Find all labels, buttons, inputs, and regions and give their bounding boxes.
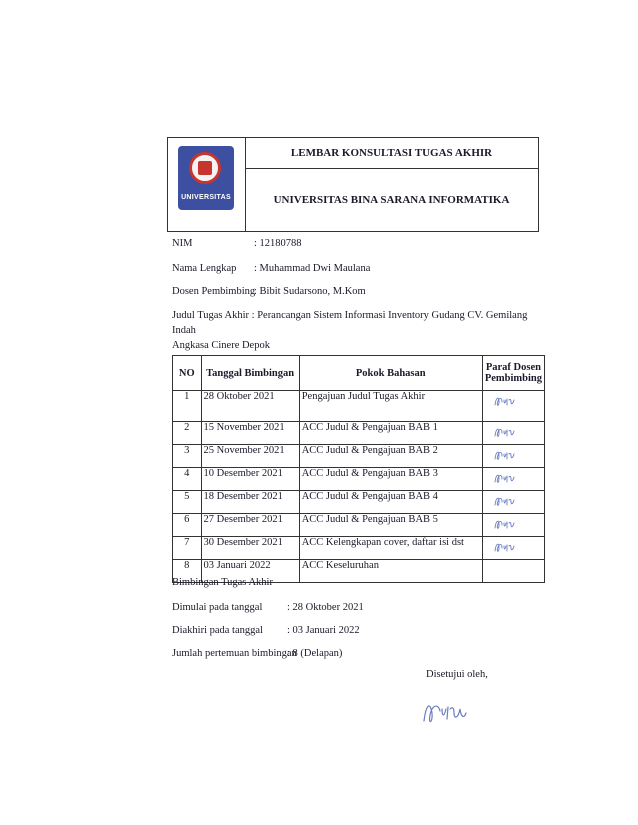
- end-line: [172, 625, 360, 636]
- nim-line: [172, 238, 302, 249]
- row-no: 7: [173, 537, 202, 560]
- header-box: [167, 137, 539, 232]
- nim-label: NIM: [172, 238, 193, 249]
- row-signature: [482, 391, 544, 422]
- row-no: 5: [173, 491, 202, 514]
- end-label: Diakhiri pada tanggal: [172, 625, 263, 636]
- row-date: 03 Januari 2022: [201, 560, 299, 583]
- col-date: Tanggal Bimbingan: [201, 356, 299, 391]
- col-topic: Pokok Bahasan: [299, 356, 482, 391]
- row-topic: ACC Keseluruhan: [299, 560, 482, 583]
- university-name: UNIVERSITAS BINA SARANA INFORMATIKA: [273, 193, 510, 206]
- row-signature: [482, 560, 544, 583]
- row-signature: [482, 514, 544, 537]
- row-signature: [482, 537, 544, 560]
- row-date: 30 Desember 2021: [201, 537, 299, 560]
- logo-cell: [168, 138, 246, 231]
- row-topic: ACC Judul & Pengajuan BAB 2: [299, 445, 482, 468]
- row-date: 10 Desember 2021: [201, 468, 299, 491]
- row-date: 18 Desember 2021: [201, 491, 299, 514]
- advisor-value: : Bibit Sudarsono, M.Kom: [254, 286, 366, 297]
- row-no: 1: [173, 391, 202, 422]
- logo-emblem-icon: [189, 152, 221, 184]
- signature-icon: [493, 424, 515, 440]
- advisor-signature-icon: [420, 695, 472, 729]
- table-row: [173, 391, 545, 422]
- signature-icon: [493, 470, 515, 486]
- form-title: LEMBAR KONSULTASI TUGAS AKHIR: [245, 138, 538, 169]
- name-label: Nama Lengkap: [172, 263, 237, 274]
- signature-icon: [493, 539, 515, 555]
- row-topic: ACC Judul & Pengajuan BAB 3: [299, 468, 482, 491]
- table-row: [173, 537, 545, 560]
- name-line: [172, 263, 370, 274]
- approved-by: Disetujui oleh,: [426, 669, 488, 680]
- row-date: 27 Desember 2021: [201, 514, 299, 537]
- row-signature: [482, 422, 544, 445]
- row-signature: [482, 445, 544, 468]
- signature-icon: [493, 493, 515, 509]
- summary-heading: Bimbingan Tugas Akhir: [172, 577, 273, 588]
- count-label: Jumlah pertemuan bimbingan: [172, 648, 297, 659]
- name-value: : Muhammad Dwi Maulana: [254, 263, 371, 274]
- start-value: : 28 Oktober 2021: [287, 602, 364, 613]
- thesis-title-line2: Angkasa Cinere Depok: [172, 340, 270, 351]
- logo-text: UNIVERSITAS: [181, 194, 231, 201]
- col-no: NO: [173, 356, 202, 391]
- row-topic: Pengajuan Judul Tugas Akhir: [299, 391, 482, 422]
- signature-icon: [493, 516, 515, 532]
- row-topic: ACC Judul & Pengajuan BAB 4: [299, 491, 482, 514]
- row-topic: ACC Kelengkapan cover, daftar isi dst: [299, 537, 482, 560]
- table-row: [173, 445, 545, 468]
- row-date: 28 Oktober 2021: [201, 391, 299, 422]
- table-row: [173, 491, 545, 514]
- col-signature: Paraf Dosen Pembimbing: [482, 356, 544, 391]
- table-header-row: [173, 356, 545, 391]
- row-date: 25 November 2021: [201, 445, 299, 468]
- end-value: : 03 Januari 2022: [287, 625, 360, 636]
- row-no: 4: [173, 468, 202, 491]
- thesis-title: [172, 308, 552, 353]
- table-row: [173, 422, 545, 445]
- advisor-line: [172, 286, 366, 297]
- row-no: 2: [173, 422, 202, 445]
- row-no: 3: [173, 445, 202, 468]
- row-signature: [482, 491, 544, 514]
- row-date: 15 November 2021: [201, 422, 299, 445]
- row-topic: ACC Judul & Pengajuan BAB 5: [299, 514, 482, 537]
- row-no: 6: [173, 514, 202, 537]
- start-label: Dimulai pada tanggal: [172, 602, 263, 613]
- thesis-title-line1: Judul Tugas Akhir : Perancangan Sistem Informasi Inventory Gudang CV. Gemilang Indah: [172, 310, 528, 336]
- university-logo: [178, 146, 234, 210]
- signature-icon: [493, 393, 515, 409]
- row-signature: [482, 468, 544, 491]
- start-line: [172, 602, 364, 613]
- consultation-table: [172, 355, 545, 583]
- count-value: : 8 (Delapan): [287, 648, 343, 659]
- table-row: [173, 468, 545, 491]
- advisor-label: Dosen Pembimbing: [172, 286, 256, 297]
- row-no: 8: [173, 560, 202, 583]
- signature-icon: [493, 447, 515, 463]
- row-topic: ACC Judul & Pengajuan BAB 1: [299, 422, 482, 445]
- table-row: [173, 514, 545, 537]
- count-line: [172, 648, 342, 659]
- nim-value: : 12180788: [254, 238, 302, 249]
